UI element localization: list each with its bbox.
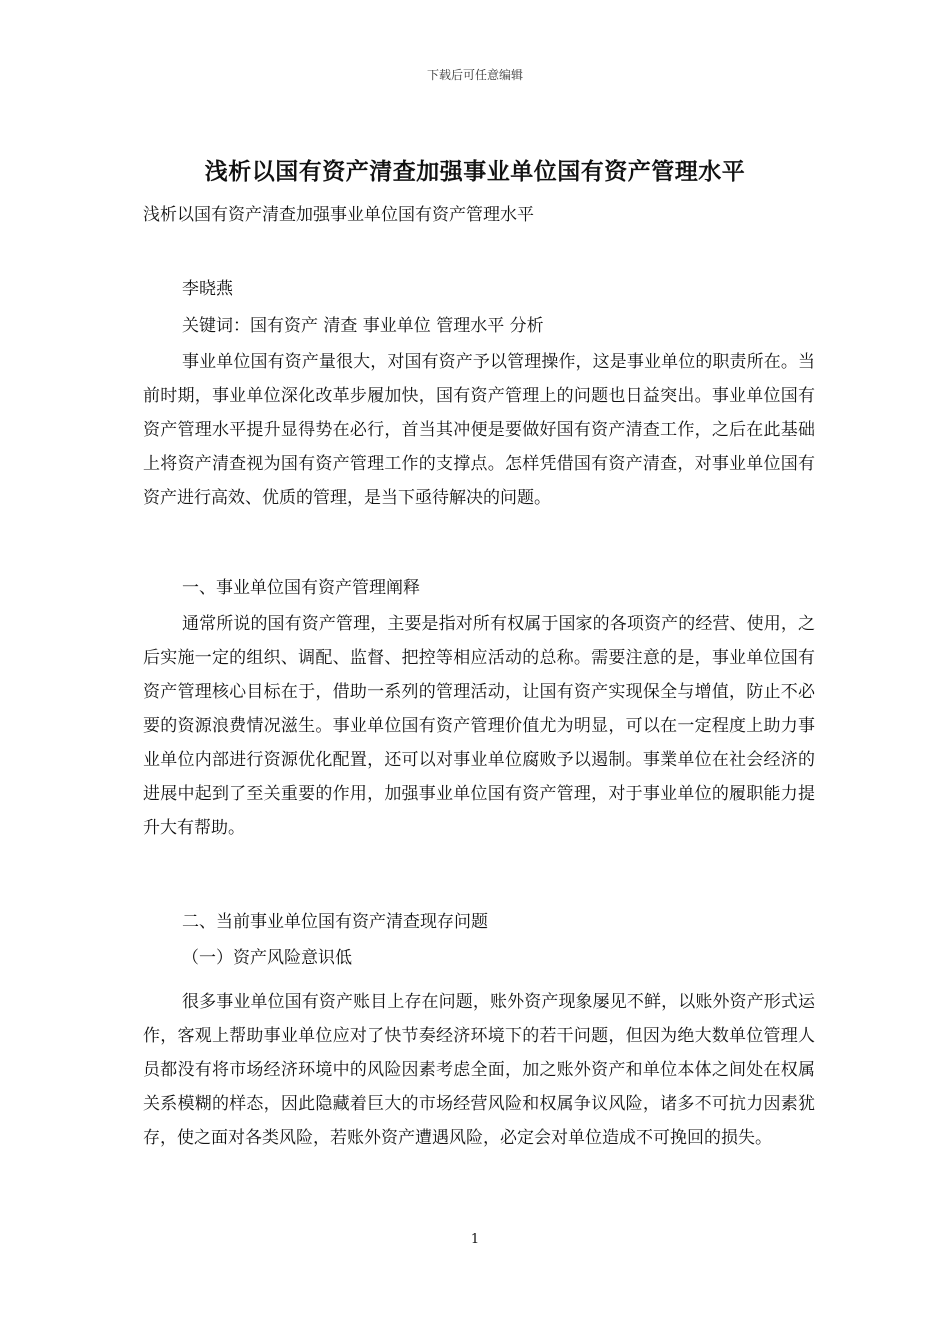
- keywords-line: 关键词：国有资产 清查 事业单位 管理水平 分析: [182, 316, 544, 336]
- intro-paragraph: 事业单位国有资产量很大，对国有资产予以管理操作，这是事业单位的职责所在。当前时期，事业单位深化改革步履加快，国有资产管理上的问题也日益突出。事业单位国有资产管理水平提升显得势在必行，首当其冲便是要做好国有资产清查工作，之后在此基础上将资产清查视为国有资产管理工作的支撑点。怎样凭借国有资产清查，对事业单位国有资产进行高效、优质的管理，是当下亟待解决的问题。: [143, 352, 815, 508]
- section-heading-1: 一、事业单位国有资产管理阐释: [182, 578, 420, 598]
- document-subtitle: 浅析以国有资产清查加强事业单位国有资产管理水平: [143, 205, 534, 225]
- section-heading-2: 二、当前事业单位国有资产清查现存问题: [182, 912, 488, 932]
- document-title: 浅析以国有资产清查加强事业单位国有资产管理水平: [204, 159, 746, 185]
- header-note: 下载后可任意编辑: [426, 68, 523, 82]
- subsection-2-1-paragraph: 很多事业单位国有资产账目上存在问题，账外资产现象屡见不鲜，以账外资产形式运作，客观上帮助事业单位应对了快节奏经济环境下的若干问题，但因为绝大数单位管理人员都没有将市场经济环境中的风险因素考虑全面，加之账外资产和单位本体之间处在权属关系模糊的样态，因此隐藏着巨大的市场经营风险和权属争议风险，诸多不可抗力因素犹存，使之面对各类风险，若账外资产遭遇风险，必定会对单位造成不可挽回的损失。: [143, 992, 815, 1148]
- section-1-paragraph: 通常所说的国有资产管理，主要是指对所有权属于国家的各项资产的经营、使用，之后实施一定的组织、调配、监督、把控等相应活动的总称。需要注意的是，事业单位国有资产管理核心目标在于，借助一系列的管理活动，让国有资产实现保全与增值，防止不必要的资源浪费情况滋生。事业单位国有资产管理价值尤为明显，可以在一定程度上助力事业单位内部进行资源优化配置，还可以对事业单位腐败予以遏制。事業单位在社会经济的进展中起到了至关重要的作用，加强事业单位国有资产管理，对于事业单位的履职能力提升大有帮助。: [143, 614, 815, 838]
- subsection-heading-2-1: （一）资产风险意识低: [182, 948, 352, 968]
- page-number: 1: [470, 1232, 480, 1247]
- author-name: 李晓燕: [182, 279, 233, 299]
